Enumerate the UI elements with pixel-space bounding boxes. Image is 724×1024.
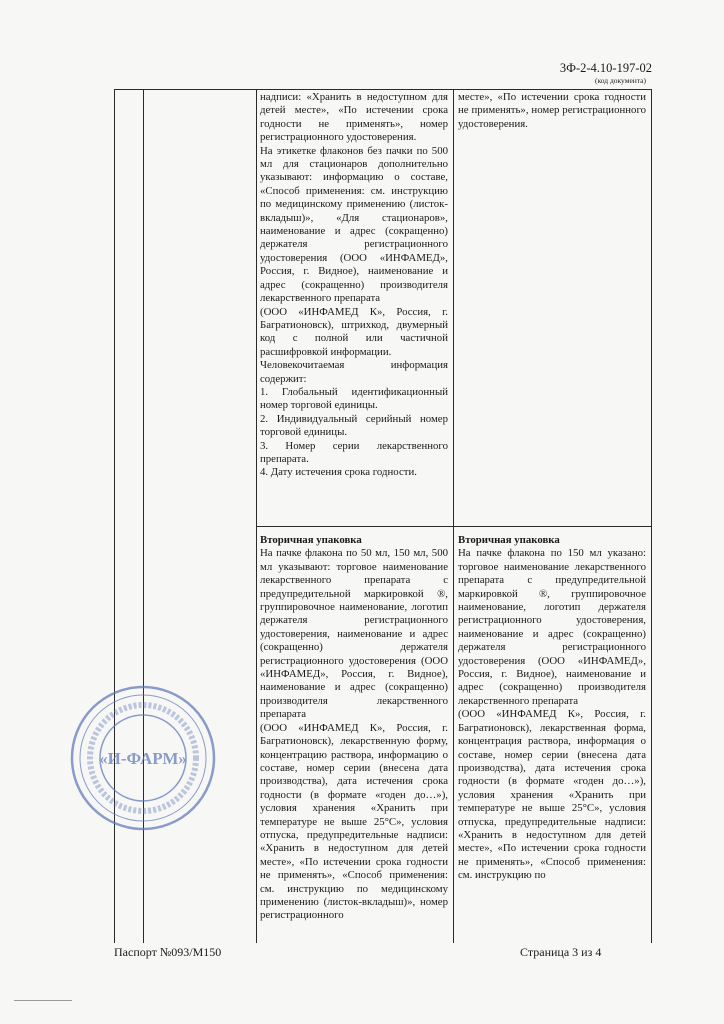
paragraph: (ООО «ИНФАМЕД К», Россия, г. Багратионовск), лекарственная форма, концентрация раствора, информация о составе, номер серии (внесена дата производства), дата истечения срока годности (в формате «годен до…»), условия хранения «Хранить при температуре не выше 25°С», условия отпуска, предупредительные надписи: «Хранить в недоступном для детей месте», «По истечении срока годности не применять», «Способ применения: см. инструкцию по (458, 708, 646, 882)
table-border-top (114, 89, 651, 90)
table-row-divider (256, 526, 651, 527)
section-heading: Вторичная упаковка (260, 534, 362, 546)
paragraph: 1. Глобальный идентификационный номер торговой единицы. (260, 385, 448, 412)
document-code-caption: (код документа) (594, 76, 646, 85)
table-border-right (651, 89, 652, 943)
paragraph: надписи: «Хранить в недоступном для детей месте», «По истечении срока годности не применять», номер регистрационного удостоверения. (260, 91, 448, 144)
table-cell-col4-top (458, 91, 646, 131)
paragraph: (ООО «ИНФАМЕД К», Россия, г. Багратионовск), штрихкод, двумерный код с полной или частичной расшифровкой информации. (260, 305, 448, 358)
scan-edge-line (14, 1000, 72, 1001)
table-cell-col3-bottom (260, 534, 448, 923)
paragraph: 4. Дату истечения срока годности. (260, 466, 417, 479)
table-column-divider-2 (256, 89, 257, 943)
paragraph: 2. Индивидуальный серийный номер торговой единицы. (260, 412, 448, 439)
paragraph: На этикетке флаконов без пачки по 500 мл для стационаров дополнительно указывают: информацию о составе, «Способ применения: см. инструкцию по медицинскому применению (листок-вкладыш)», «Для стационаров», наименование и адрес (сокращенно) держателя регистрационного удостоверения (ООО «ИНФАМЕД», Россия, г. Видное), наименование и адрес (сокращенно) производителя лекарственного препарата (260, 144, 448, 305)
paragraph: месте», «По истечении срока годности не применять», номер регистрационного удостоверения. (458, 91, 646, 130)
paragraph: На пачке флакона по 150 мл указано: торговое наименование лекарственного препарата с предупредительной маркировкой ®, группировочное наименование, логотип держателя регистрационного удостоверения, наименование и адрес (сокращенно) держателя регистрационного удостоверения (ООО «ИНФАМЕД», Россия, г. Видное), наименование и адрес (сокращенно) производителя лекарственного препарата (458, 547, 646, 707)
section-heading: Вторичная упаковка (458, 534, 560, 546)
paragraph: Человекочитаемая информация содержит: (260, 359, 448, 385)
page-number: Страница 3 из 4 (520, 945, 602, 959)
table-cell-col3-top (260, 91, 448, 480)
table-cell-col4-bottom (458, 534, 646, 883)
company-stamp (68, 683, 218, 833)
paragraph: На пачке флакона по 50 мл, 150 мл, 500 мл указывают: торговое наименование лекарственного препарата с предупредительной маркировкой ®, группировочное наименование, логотип держателя регистрационного удостоверения, наименование и адрес (сокращенно) держателя регистрационного удостоверения (ООО «ИНФАМЕД», Россия, г. Видное), наименование и адрес (сокращенно) производителя лекарственного препарата (260, 547, 448, 721)
table-column-divider-3 (453, 89, 454, 943)
document-code: 3Ф-2-4.10-197-02 (559, 61, 652, 75)
stamp-center-text: «И-ФАРМ» (99, 749, 187, 768)
passport-number: Паспорт №093/М150 (114, 945, 222, 959)
paragraph: 3. Номер серии лекарственного препарата. (260, 439, 448, 465)
paragraph: (ООО «ИНФАМЕД К», Россия, г. Багратионовск), лекарственную форму, концентрацию раствора, информацию о составе, номер серии (внесена дата производства), дата истечения срока годности (в формате «годен до…»), условия хранения «Хранить при температуре не выше 25°С», условия отпуска, предупредительные надписи: «Хранить в недоступном для детей месте», «По истечении срока годности не применять», «Способ применения: см. инструкцию по медицинскому применению (листок-вкладыш)», номер регистрационного (260, 721, 448, 922)
